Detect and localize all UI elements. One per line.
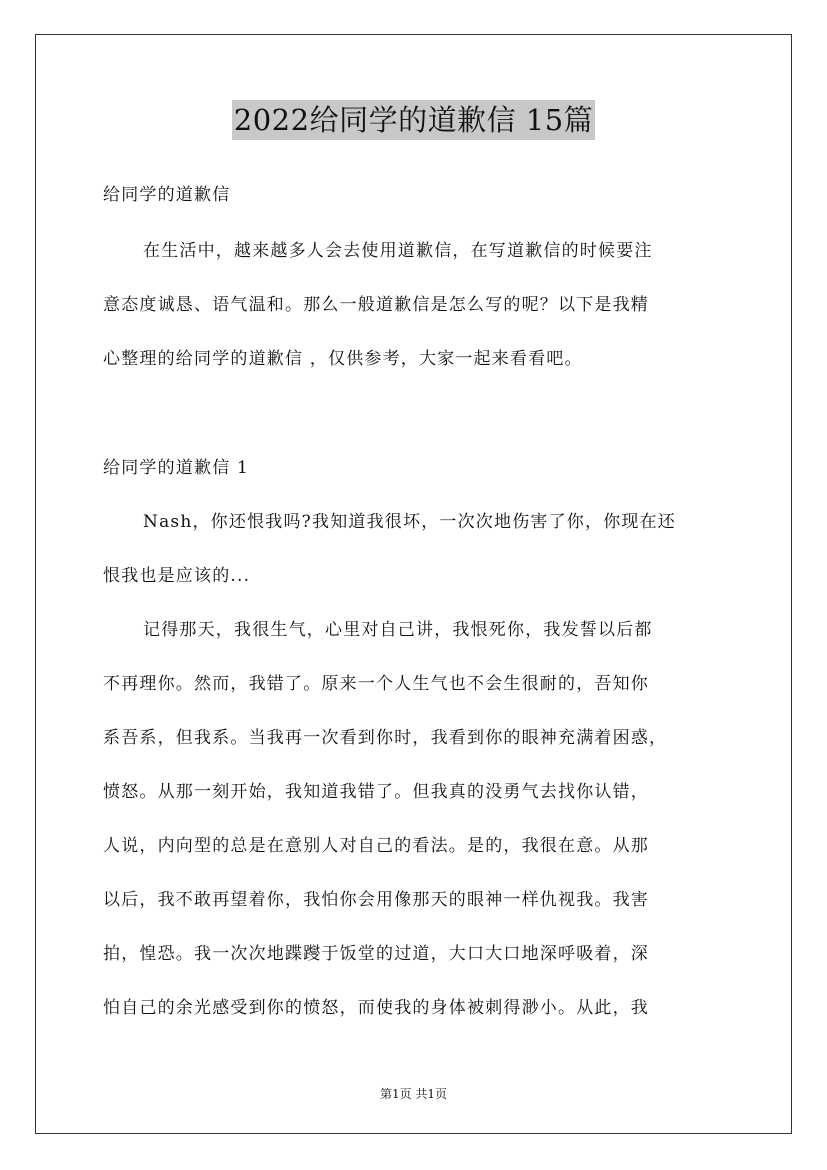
paragraph-line: 怕自己的余光感受到你的愤怒，而使我的身体被刺得渺小。从此，我 [103,998,649,1018]
paragraph-line: 恨我也是应该的... [103,566,251,586]
paragraph-line: 愤怒。从那一刻开始，我知道我错了。但我真的没勇气去找你认错， [103,782,649,802]
document-title: 2022给同学的道歉信 15篇 [232,100,595,140]
section-heading: 给同学的道歉信 1 [103,458,250,478]
title-container [0,100,827,140]
paragraph-line: 拍，惶恐。我一次次地蹀躞于饭堂的过道，大口大口地深呼吸着，深 [103,944,649,964]
page-footer: 第1页 共1页 [379,1087,448,1101]
subtitle: 给同学的道歉信 [103,185,231,205]
paragraph-line: 以后，我不敢再望着你，我怕你会用像那天的眼神一样仇视我。我害 [103,890,649,910]
intro-line: 意态度诚恳、语气温和。那么一般道歉信是怎么写的呢？以下是我精 [103,295,649,315]
paragraph-line: 不再理你。然而，我错了。原来一个人生气也不会生很耐的，吾知你 [103,674,649,694]
intro-line: 在生活中，越来越多人会去使用道歉信，在写道歉信的时候要注 [143,241,653,261]
paragraph-line: 人说，内向型的总是在意别人对自己的看法。是的，我很在意。从那 [103,836,649,856]
paragraph-line: 系吾系，但我系。当我再一次看到你时，我看到你的眼神充满着困惑， [103,728,668,748]
paragraph-line: 记得那天，我很生气，心里对自己讲，我恨死你，我发誓以后都 [143,620,653,640]
paragraph-line: Nash，你还恨我吗?我知道我很坏，一次次地伤害了你，你现在还 [143,512,676,532]
intro-line: 心整理的给同学的道歉信 ，仅供参考，大家一起来看看吧。 [103,349,583,369]
